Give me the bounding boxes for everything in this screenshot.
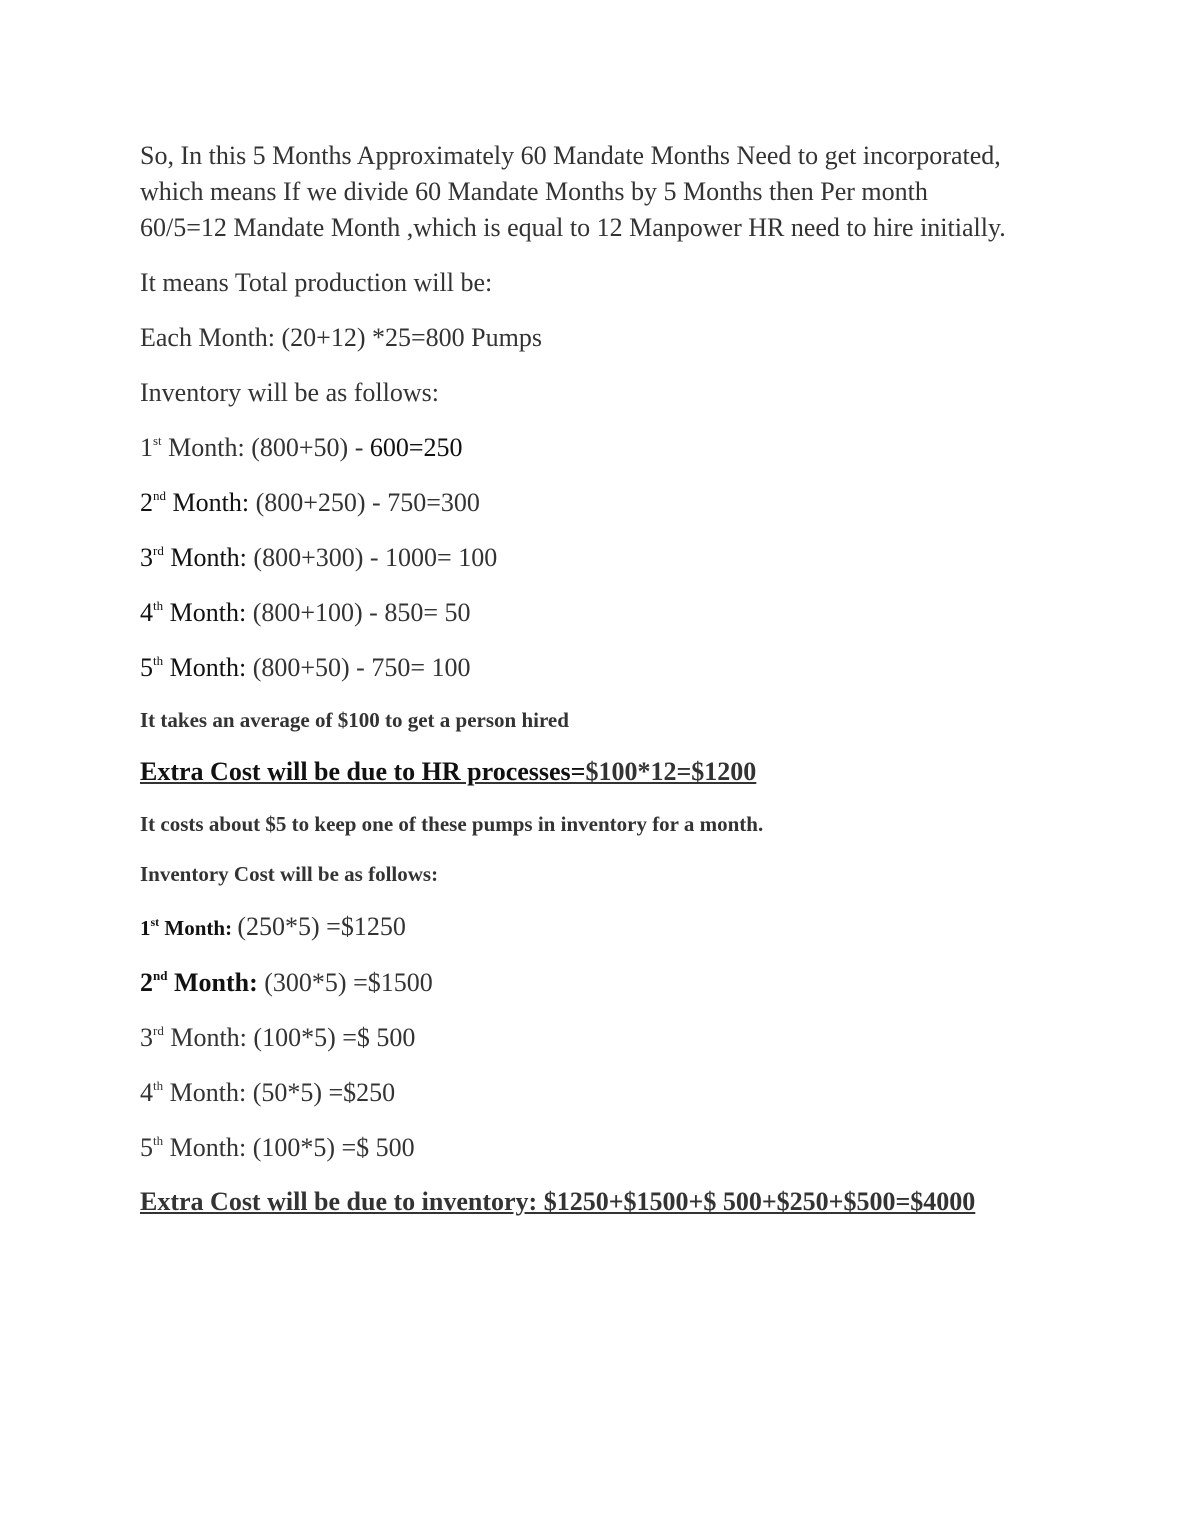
month-value: (100*5) =$ 500 <box>253 1023 416 1052</box>
inventory-cost-month-1 <box>140 909 1070 946</box>
intro-line-2: which means If we divide 60 Mandate Months by 5 Months then Per month <box>140 177 928 206</box>
month-value: (800+250) - 750=300 <box>255 488 480 517</box>
inventory-label: Inventory will be as follows: <box>140 378 439 407</box>
ordinal-suffix: th <box>153 653 164 668</box>
month-number: 2 <box>140 968 153 997</box>
inventory-month-1 <box>140 430 1070 466</box>
month-label: Month: <box>163 1023 254 1052</box>
hr-extra-cost-label: Extra Cost will be due to HR processes= <box>140 757 586 786</box>
inventory-month-2 <box>140 485 1070 521</box>
intro-line-1: So, In this 5 Months Approximately 60 Mandate Months Need to get incorporated, <box>140 141 1001 170</box>
month-label: Month: <box>166 488 256 517</box>
month-label: Month: <box>163 543 254 572</box>
month-value: (300*5) =$1500 <box>264 968 433 997</box>
inventory-cost-label: Inventory Cost will be as follows: <box>140 862 439 886</box>
inventory-cost-month-3 <box>140 1020 1070 1056</box>
ordinal-suffix: rd <box>153 543 164 558</box>
month-number: 4 <box>140 1078 153 1107</box>
hire-cost-note: It takes an average of $100 to get a person hired <box>140 708 569 732</box>
ordinal-suffix: th <box>153 1078 164 1093</box>
total-production-label: It means Total production will be: <box>140 268 493 297</box>
inventory-month-3 <box>140 540 1070 576</box>
month-label: Month: (800+50) - <box>161 433 370 462</box>
month-label: Month: <box>163 653 253 682</box>
ordinal-suffix: th <box>153 1133 164 1148</box>
ordinal-suffix: th <box>153 598 164 613</box>
pump-cost-note: It costs about $5 to keep one of these pumps in inventory for a month. <box>140 812 764 836</box>
ordinal-suffix: rd <box>153 1023 164 1038</box>
document-page <box>140 138 1070 1239</box>
month-number: 1 <box>140 916 151 940</box>
inventory-cost-month-5 <box>140 1130 1070 1166</box>
month-label: Month: <box>163 1133 253 1162</box>
month-number: 3 <box>140 1023 153 1052</box>
month-number: 3 <box>140 543 153 572</box>
month-number: 4 <box>140 598 153 627</box>
month-value: (250*5) =$1250 <box>237 912 406 941</box>
inventory-month-5 <box>140 650 1070 686</box>
ordinal-suffix: st <box>153 433 162 448</box>
ordinal-suffix: st <box>150 915 160 929</box>
month-value: (800+50) - 750= 100 <box>252 653 471 682</box>
month-value: (800+100) - 850= 50 <box>252 598 471 627</box>
inventory-month-4 <box>140 595 1070 631</box>
intro-line-3: 60/5=12 Mandate Month ,which is equal to 12 Manpower HR need to hire initially. <box>140 213 1006 242</box>
hr-extra-cost-heading <box>140 755 1070 789</box>
ordinal-suffix: nd <box>153 488 166 503</box>
month-label: Month: <box>163 598 253 627</box>
month-number: 2 <box>140 488 153 517</box>
inventory-extra-cost-heading: Extra Cost will be due to inventory: $1250+$1500+$ 500+$250+$500=$4000 <box>140 1187 976 1216</box>
each-month-production: Each Month: (20+12) *25=800 Pumps <box>140 323 542 352</box>
inventory-cost-month-2 <box>140 965 1070 1001</box>
month-label: Month: <box>167 968 265 997</box>
intro-paragraph <box>140 138 1070 246</box>
month-label: Month: <box>159 916 238 940</box>
inventory-cost-month-4 <box>140 1075 1070 1111</box>
month-value: (800+300) - 1000= 100 <box>253 543 498 572</box>
month-value: (50*5) =$250 <box>252 1078 396 1107</box>
hr-extra-cost-formula: $100*12=$1200 <box>585 757 757 786</box>
month-label: Month: <box>163 1078 253 1107</box>
month-value: (100*5) =$ 500 <box>252 1133 415 1162</box>
month-number: 5 <box>140 1133 153 1162</box>
month-number: 1 <box>140 433 153 462</box>
ordinal-suffix: nd <box>153 968 168 983</box>
month-number: 5 <box>140 653 153 682</box>
month-value: 600=250 <box>369 433 463 462</box>
